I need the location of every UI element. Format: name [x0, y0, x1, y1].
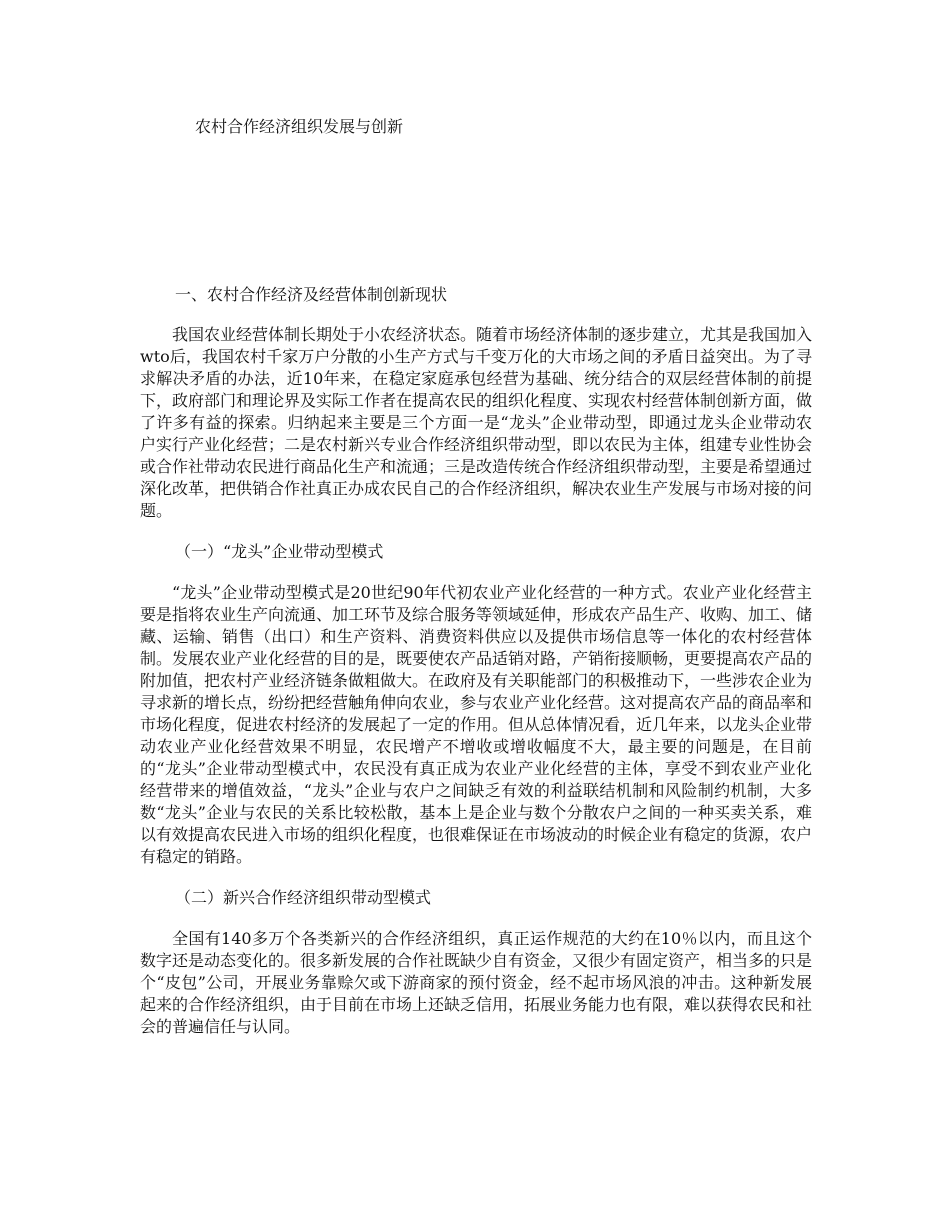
spacer [140, 306, 812, 324]
spacer [140, 868, 812, 887]
document-title: 农村合作经济组织发展与创新 [195, 117, 404, 136]
subsection-paragraph: 全国有140多万个各类新兴的合作经济组织，真正运作规范的大约在10％以内，而且这个数字还是动态变化的。很多新发展的合作社既缺少自有资金，又很少有固定资产，相当多的只是个“皮包”公司，开展业务靠赊欠或下游商家的预付资金，经不起市场风浪的冲击。这种新发展起来的合作经济组织，由于目前在市场上还缺乏信用，拓展业务能力也有限，难以获得农民和社会的普遍信任与认同。 [140, 929, 813, 1036]
document-body [140, 284, 812, 1038]
subsection-paragraph: “龙头”企业带动型模式是20世纪90年代初农业产业化经营的一种方式。农业产业化经营主要是指将农业生产向流通、加工环节及综合服务等领域延伸，形成农产品生产、收购、加工、储藏、运输、销售（出口）和生产资料、消费资料供应以及提供市场信息等一体化的农村经营体制。发展农业产业化经营的目的是，既要使农产品适销对路，产销衔接顺畅，更要提高农产品的附加值，把农村产业经济链条做粗做大。在政府及有关职能部门的积极推动下，一些涉农企业为寻求新的增长点，纷纷把经营触角伸向农业，参与农业产业化经营。这对提高农产品的商品率和市场化程度，促进农村经济的发展起了一定的作用。但从总体情况看，近几年来，以龙头企业带动农业产业化经营效果不明显，农民增产不增收或增收幅度不大，最主要的问题是，在目前的“龙头”企业带动型模式中，农民没有真正成为农业产业化经营的主体，享受不到农业产业化经营带来的增值效益，“龙头”企业与农户之间缺乏有效的利益联结机制和风险制约机制，大多数“龙头”企业与农民的关系比较松散，基本上是企业与数个分散农户之间的一种买卖关系，难以有效提高农民进入市场的组织化程度，也很难保证在市场波动的时候企业有稳定的货源，农户有稳定的销路。 [140, 583, 813, 866]
subsection-heading: （一）“龙头”企业带动型模式 [175, 542, 384, 561]
subsection-heading: （二）新兴合作经济组织带动型模式 [175, 888, 432, 907]
spacer [140, 909, 812, 928]
section-paragraph: 我国农业经营体制长期处于小农经济状态。随着市场经济体制的逐步建立，尤其是我国加入wto后，我国农村千家万户分散的小生产方式与千变万化的大市场之间的矛盾日益突出。为了寻求解决矛盾的办法，近10年来，在稳定家庭承包经营为基础、统分结合的双层经营体制的前提下，政府部门和理论界及实际工作者在提高农民的组织化程度、实现农村经营体制创新方面，做了许多有益的探索。归纳起来主要是三个方面一是“龙头”企业带动型，即通过龙头企业带动农户实行产业化经营；二是农村新兴专业合作经济组织带动型，即以农民为主体，组建专业性协会或合作社带动农民进行商品化生产和流通；三是改造传统合作经济组织带动型，主要是希望通过深化改革，把供销合作社真正办成农民自己的合作经济组织，解决农业生产发展与市场对接的问题。 [140, 325, 813, 520]
spacer [140, 522, 812, 541]
section-heading: 一、农村合作经济及经营体制创新现状 [175, 285, 448, 304]
spacer [140, 563, 812, 582]
